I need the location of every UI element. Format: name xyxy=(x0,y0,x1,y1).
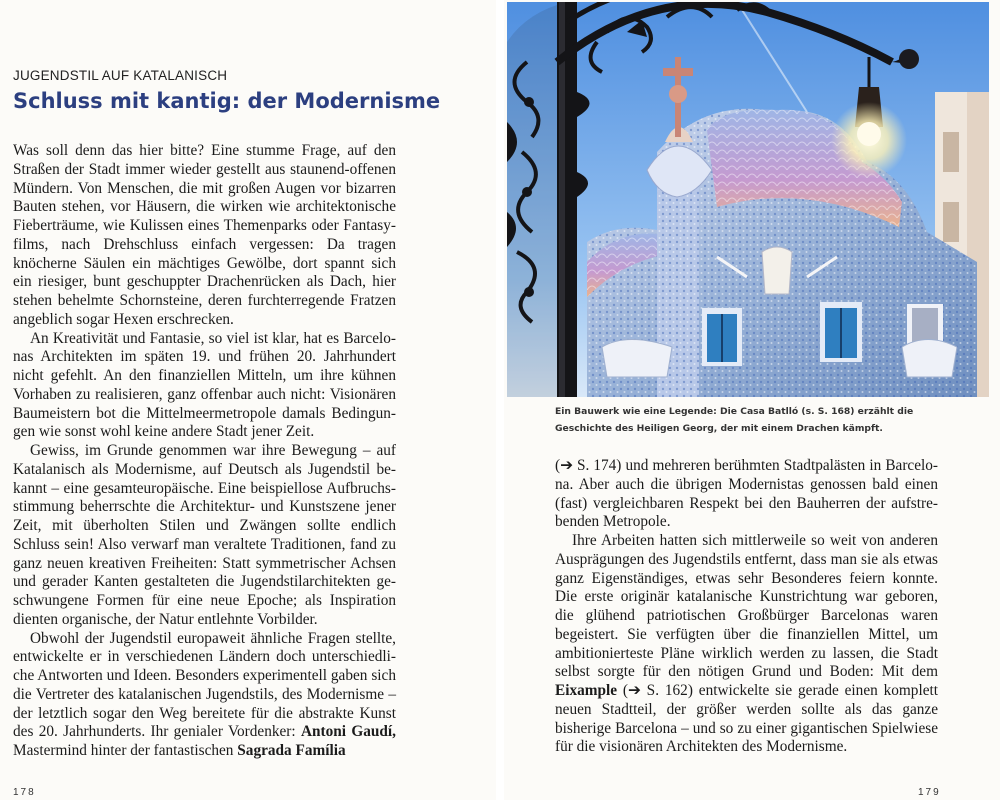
page-number-left: 178 xyxy=(13,787,36,798)
paragraph: (➔ S. 174) und mehreren berühmten Stadtpalästen in Barcelona. Aber auch die übrigen Modernistas genossen bald einen (fast) vergleichbaren Respekt bei den Bauherren der aufstrebenden Metropole. xyxy=(555,457,938,531)
paragraph-text: (➔ S. 162) entwickelte sie gerade einen komplett neuen Stadtteil, der größer werden sollte als das ganze bisherige Barcelona – und so zu einer gigantischen Spielwiese für die visionären Architekten des Modernisme. xyxy=(555,682,938,756)
name-eixample: Eixample xyxy=(555,682,618,699)
name-antoni-gaudi: Antoni Gaudí, xyxy=(300,723,397,741)
page-title: Schluss mit kantig: der Modernisme xyxy=(13,89,441,113)
left-body-column xyxy=(13,142,396,761)
paragraph-text: Mastermind hinter der fantastischen xyxy=(13,742,238,759)
section-kicker: JUGENDSTIL AUF KATALANISCH xyxy=(13,68,228,83)
paragraph-text: Ihre Arbeiten hatten sich mittlerweile so weit von anderen Ausprägungen des Jugendstils entfernt, dass man sie als etwas ganz Eigenständiges, etwas sehr Besonderes feiern konnte. Die erste originär katalanische Kunstrichtung war geboren, die glühend patriotischen Großbürger Barcelonas waren begeistert. Sie verfügten über die finanziellen Mittel, um ambitionierteste Pläne wirklich werden zu lassen, die Stadt selbst sorgte für den nötigen Grund und Boden: Mit dem xyxy=(555,532,938,681)
paragraph xyxy=(555,532,938,757)
name-sagrada-familia: Sagrada Família xyxy=(237,742,346,759)
paragraph: Gewiss, im Grunde genommen war ihre Bewegung – auf Katalanisch als Modernisme, auf Deutsch als Jugendstil bekannt – eine gesamteuropäische. Eine beispiellose Aufbruchsstimmung beherrschte die Architektur- und Kunstszene jener Zeit, mit überholten Stilen und Zwängen sollte endlich Schluss sein! Also verwarf man veraltete Traditionen, fand zu ganz neuen kreativen Freiheiten: Statt symmetrischer Achsen und gerader Kanten gestalteten die Jugendstilarchitekten geschwungene Formen für eine neue Epoche; als Inspiration dienten organische, der Natur entlehnte Vorbilder. xyxy=(13,442,396,628)
paragraph: An Kreativität und Fantasie, so viel ist klar, hat es Barcelonas Architekten im späten 19. und frühen 20. Jahrhundert nicht gefehlt. An den finanziellen Mitteln, um ihre kühnen Vorhaben zu realisieren, ganz offenbar auch nicht: Visionären Baumeistern bot die Mittelmeermetropole damals Bedingungen wie sonst wohl keine andere Stadt jener Zeit. xyxy=(13,329,396,441)
paragraph-text: Obwohl der Jugendstil europaweit ähnliche Fragen stellte, entwickelte er in verschiedenen Ländern doch unterschiedliche Antworten und Ideen. Besonders experimentell gaben sich die Vertreter des katalanischen Jugendstils, des Modernisme – der letztlich sogar den Weg bereitete für die abstrakte Kunst des 20. Jahrhunderts. Ihr genialer Vordenker: xyxy=(13,629,396,741)
right-body-column xyxy=(555,457,938,757)
paragraph xyxy=(13,630,396,761)
book-gutter xyxy=(496,0,504,800)
page-number-right: 179 xyxy=(918,787,941,798)
casa-batllo-photo xyxy=(507,2,989,397)
photo-caption: Ein Bauwerk wie eine Legende: Die Casa Batlló (s. S. 168) erzählt die Geschichte des Heiligen Georg, der mit einem Drachen kämpft. xyxy=(555,406,914,434)
paragraph: Was soll denn das hier bitte? Eine stumme Frage, auf den Straßen der Stadt immer wieder gestellt aus staunend-offenen Mündern. Von Menschen, die mit großen Augen vor bizarren Bauten stehen, vor Häusern, die wirken wie architektonische Fieberträume, wie Kulissen eines Themenparks oder Fantasyfilms, nach Drehschluss einfach vergessen: Da tragen knöcherne Säulen ein mächtiges Gewölbe, dort spannt sich ein riesiger, bunt geschuppter Drachenrücken als Dach, hier stehen behelmte Schornsteine, deren furchterregende Fratzen angeblich sogar Hexen erschrecken. xyxy=(13,142,396,328)
